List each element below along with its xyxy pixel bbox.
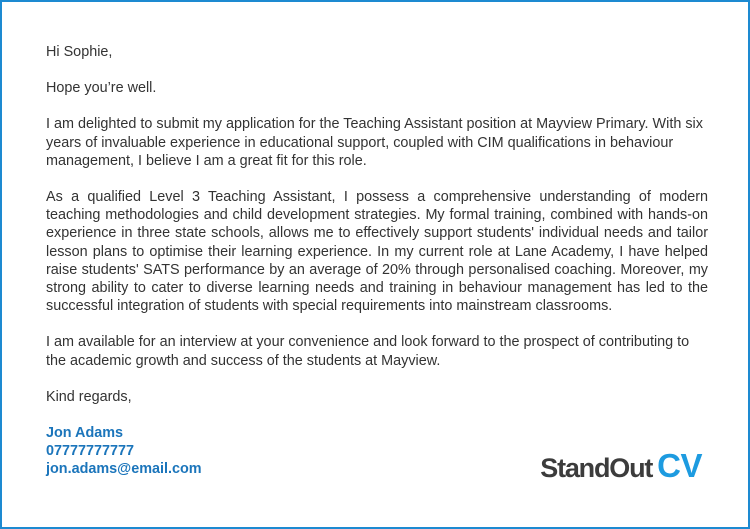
standout-cv-logo bbox=[540, 447, 702, 485]
brand-cv: CV bbox=[657, 447, 702, 484]
letter-paragraph-experience: As a qualified Level 3 Teaching Assistant, I possess a comprehensive understanding of modern teaching methodologies and child development strategies. My formal training, combined with hands-on experience in three state schools, allows me to effectively support students' individual needs and tailor lesson plans to optimise their learning experience. In my current role at Lane Academy, I have helped raise students' SATS performance by an average of 20% through personalised coaching. Moreover, my strong ability to cater to diverse learning needs and training in behaviour management has led to the successful integration of students with special requirements into mainstream classrooms. bbox=[46, 189, 708, 315]
letter-opening: Hope you’re well. bbox=[46, 80, 157, 97]
brand-name: StandOut bbox=[540, 453, 653, 483]
letter-paragraph-availability: I am available for an interview at your convenience and look forward to the prospect of contributing to the academic growth and success of the students at Mayview. bbox=[46, 334, 690, 369]
signature-email: jon.adams@email.com bbox=[46, 461, 202, 478]
signature-phone: 07777777777 bbox=[46, 443, 135, 460]
letter-greeting: Hi Sophie, bbox=[46, 44, 113, 60]
letter-closing: Kind regards, bbox=[46, 388, 132, 405]
signature-name: Jon Adams bbox=[46, 425, 124, 442]
cover-letter-body bbox=[46, 43, 708, 479]
letter-paragraph-introduction: I am delighted to submit my application for the Teaching Assistant position at Mayview Primary. With six years of invaluable experience in educational support, coupled with CIM qualifications in behaviour management, I believe I am a great fit for this role. bbox=[46, 116, 703, 169]
